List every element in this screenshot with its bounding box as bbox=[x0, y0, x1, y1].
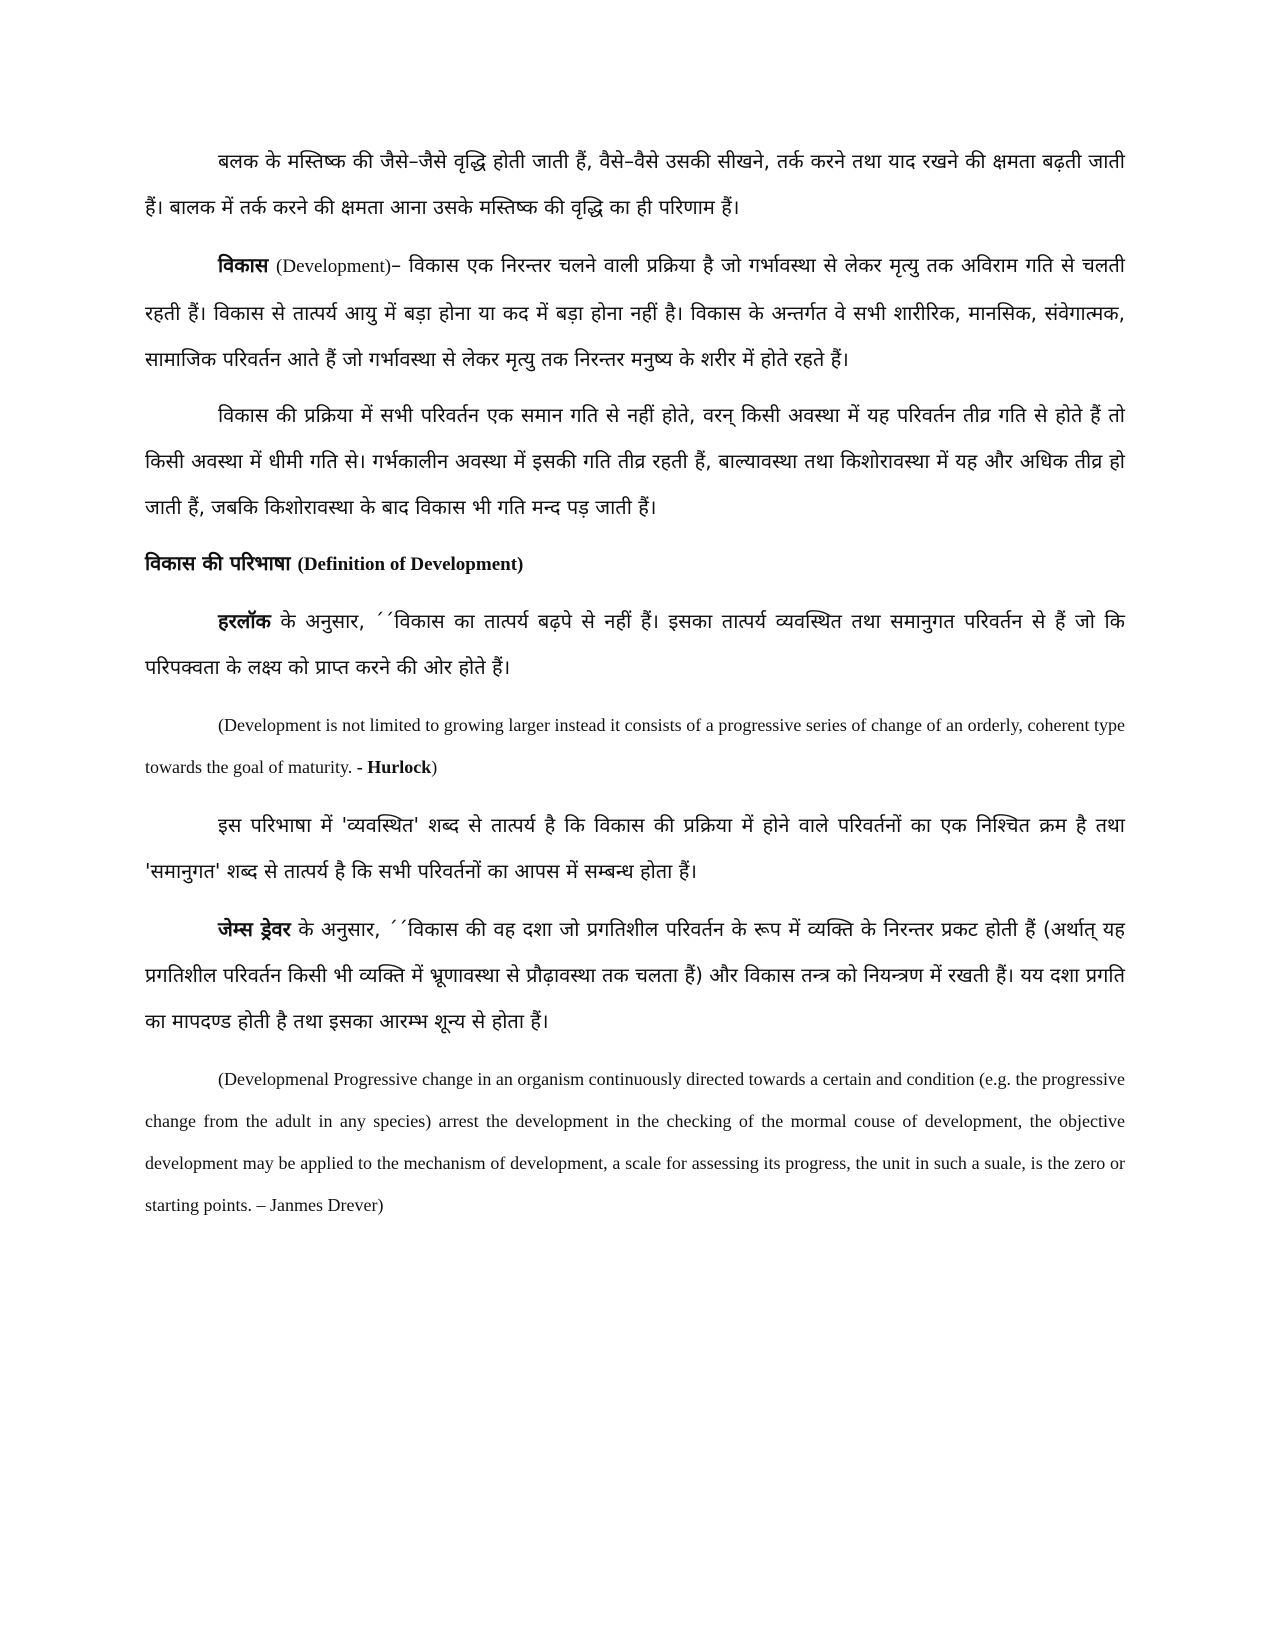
section-heading-definition bbox=[145, 540, 1125, 588]
paragraph-brain-growth: बलक के मस्तिष्क की जैसे–जैसे वृद्धि होती जाती हैं, वैसे–वैसे उसकी सीखने, तर्क करने तथा याद रखने की क्षमता बढ़ती जाती हैं। बालक में तर्क करने की क्षमता आना उसके मस्तिष्क की वृद्धि का ही परिणाम हैं। bbox=[145, 149, 1125, 219]
author-drever-hindi: जेम्स ड्रेवर bbox=[218, 917, 291, 941]
hurlock-definition-text: के अनुसार, ´´विकास का तात्पर्य बढ़पे से नहीं हैं। इसका तात्पर्य व्यवस्थित तथा समानुगत परिवर्तन से हैं जो कि परिपक्वता के लक्ष्य को प्राप्त करने की ओर होते हैं। bbox=[145, 609, 1125, 679]
document-page bbox=[145, 138, 1125, 1226]
paragraph-development-text: – विकास एक निरन्तर चलने वाली प्रक्रिया है जो गर्भावस्था से लेकर मृत्यु तक अविराम गति से चलती रहती हैं। विकास से तात्पर्य आयु में बड़ा होना या कद में बड़ा होना नहीं है। विकास के अन्तर्गत वे सभी शारीरिक, मानसिक, संवेगात्मक, सामाजिक परिवर्तन आते हैं जो गर्भावस्था से लेकर मृत्यु तक निरन्तर मनुष्य के शरीर में होते रहते हैं। bbox=[145, 253, 1125, 371]
paragraph-development-meaning bbox=[145, 242, 1125, 382]
paragraph-hurlock-definition bbox=[145, 598, 1125, 690]
spacer bbox=[145, 690, 1125, 704]
quote-drever-english: (Developmenal Progressive change in an organism continuously directed towards a certain and condition (e.g. the progressive change from the adult in any species) arrest the development in the checking of the mormal couse of development, the objective development may be applied to the mechanism of development, a scale for assessing its progress, the unit in such a suale, is the zero or starting points. – Janmes Drever) bbox=[145, 1069, 1125, 1215]
spacer bbox=[145, 382, 1125, 392]
paragraph-definition-explanation: इस परिभाषा में 'व्यवस्थित' शब्द से तात्पर्य है कि विकास की प्रक्रिया में होने वाले परिवर्तनों का एक निश्चित क्रम है तथा 'समानुगत' शब्द से तात्पर्य है कि सभी परिवर्तनों का आपस में सम्बन्ध होता हैं। bbox=[145, 813, 1125, 883]
spacer bbox=[145, 530, 1125, 540]
term-development-english: (Development) bbox=[276, 256, 392, 277]
heading-english: (Definition of Development) bbox=[297, 554, 524, 575]
drever-definition-text: के अनुसार, ´´विकास की वह दशा जो प्रगतिशील परिवर्तन के रूप में व्यक्ति के निरन्तर प्रकट होती हैं (अर्थात् यह प्रगतिशील परिवर्तन किसी भी व्यक्ति में भ्रूणावस्था से प्रौढ़ावस्था तक चलता हैं) और विकास तन्त्र को नियन्त्रण में रखती हैं। यय दशा प्रगति का मापदण्ड होती है तथा इसका आरम्भ शून्य से होता हैं। bbox=[145, 917, 1125, 1033]
spacer bbox=[145, 1044, 1125, 1058]
spacer bbox=[145, 588, 1125, 598]
spacer bbox=[145, 788, 1125, 802]
spacer bbox=[145, 230, 1125, 242]
term-vikas: विकास bbox=[218, 253, 269, 277]
quote-hurlock-author: - Hurlock bbox=[356, 757, 432, 777]
quote-hurlock-english bbox=[145, 704, 1125, 788]
heading-hindi: विकास की परिभाषा bbox=[145, 551, 291, 575]
paragraph-development-speed: विकास की प्रक्रिया में सभी परिवर्तन एक समान गति से नहीं होते, वरन् किसी अवस्था में यह परिवर्तन तीव्र गति से होते हैं तो किसी अवस्था में धीमी गति से। गर्भकालीन अवस्था में इसकी गति तीव्र रहती हैं, बाल्यावस्था तथा किशोरावस्था में यह और अधिक तीव्र हो जाती हैं, जबकि किशोरावस्था के बाद विकास भी गति मन्द पड़ जाती हैं। bbox=[145, 403, 1125, 519]
quote-hurlock-text: (Development is not limited to growing larger instead it consists of a progressive series of change of an orderly, coherent type towards the goal of maturity. bbox=[145, 715, 1125, 777]
paragraph-drever-definition bbox=[145, 906, 1125, 1044]
quote-hurlock-close: ) bbox=[431, 757, 438, 777]
spacer bbox=[145, 894, 1125, 906]
author-hurlock-hindi: हरलॉक bbox=[218, 609, 271, 633]
